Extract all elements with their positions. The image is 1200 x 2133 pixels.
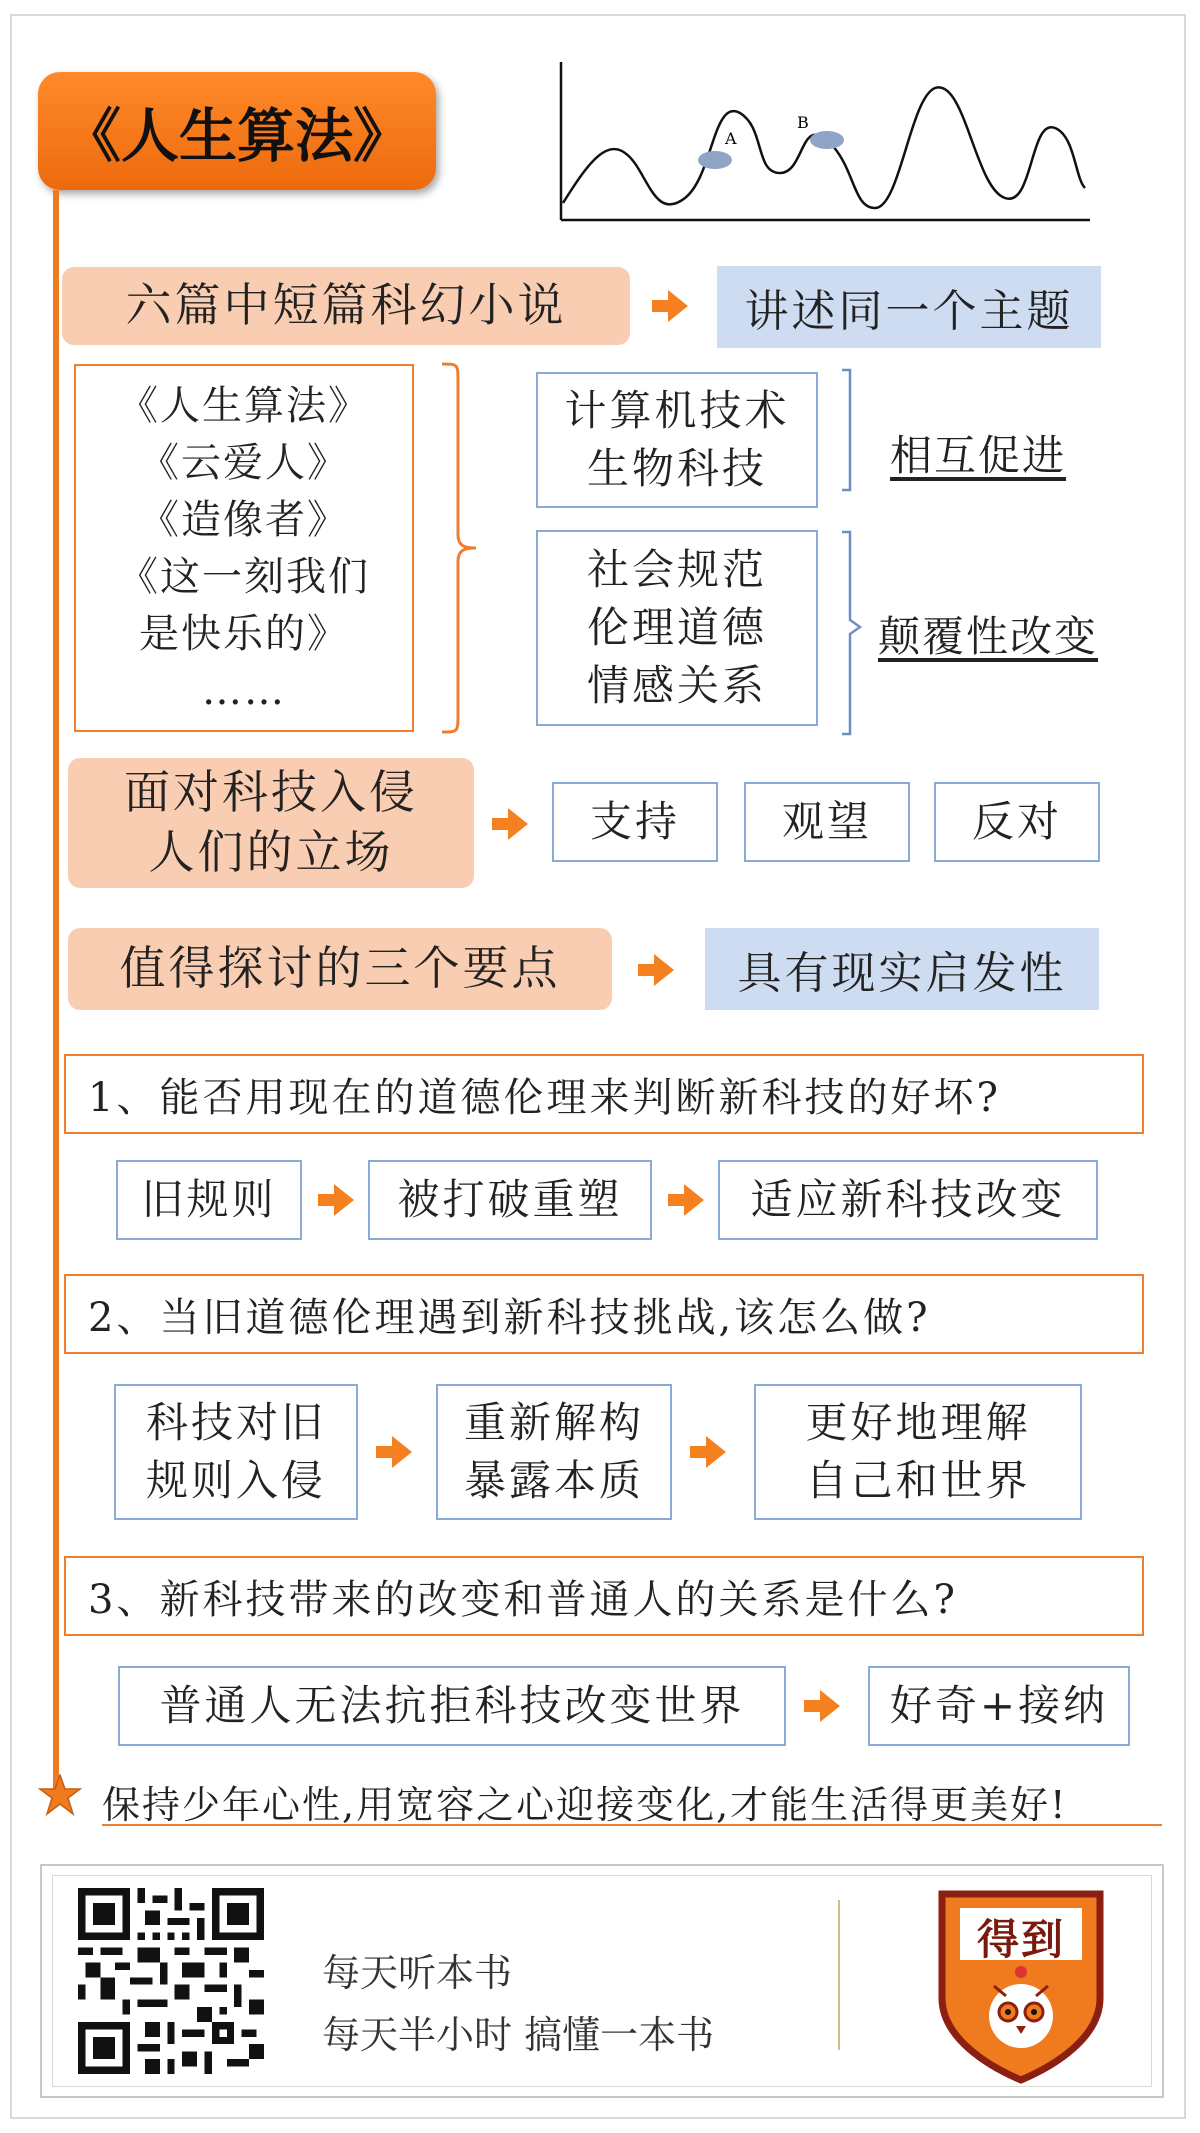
small-bracket-icon	[840, 530, 870, 736]
q1-step-broken: 被打破重塑	[368, 1160, 652, 1240]
stance-label	[68, 758, 474, 888]
tech-line: 计算机技术	[564, 386, 790, 436]
book-title: 《云爱人》	[139, 440, 349, 486]
q1-step-old-rules: 旧规则	[116, 1160, 302, 1240]
footer-slogan-2: 每天半小时 搞懂一本书	[322, 2013, 715, 2057]
tech-line: 生物科技	[586, 444, 767, 493]
footer-slogan-1: 每天听本书	[322, 1951, 513, 1995]
arrow-icon	[508, 808, 528, 840]
q2-step-invasion	[114, 1384, 358, 1520]
arrow-icon	[684, 1184, 704, 1216]
novel-count-label: 六篇中短篇科幻小说	[62, 267, 630, 345]
tech-box	[536, 372, 818, 508]
arrow-icon	[334, 1184, 354, 1216]
society-line: 伦理道德	[586, 603, 767, 653]
mutual-promotion-label: 相互促进	[890, 431, 1067, 480]
arrow-icon	[392, 1436, 412, 1468]
inspiring-label: 具有现实启发性	[705, 928, 1099, 1010]
book-title: 是快乐的》	[139, 611, 349, 657]
graph-point-b	[810, 131, 844, 149]
book-title: 《这一刻我们	[118, 554, 370, 600]
graph-point-a	[698, 151, 732, 169]
book-list-box	[74, 364, 414, 732]
society-box	[536, 530, 818, 726]
conclusion-text: 保持少年心性,用宽容之心迎接变化,才能生活得更美好!	[102, 1774, 1162, 1826]
q2-step-understand	[754, 1384, 1082, 1520]
star-icon	[38, 1774, 82, 1816]
society-line: 情感关系	[586, 660, 767, 710]
arrow-icon	[654, 954, 674, 986]
q3-step-cannot-resist: 普通人无法抗拒科技改变世界	[118, 1666, 786, 1746]
question-2: 2、当旧道德伦理遇到新科技挑战,该怎么做?	[64, 1274, 1144, 1354]
arrow-icon	[820, 1690, 840, 1722]
q2-line: 更好地理解	[805, 1398, 1031, 1448]
q1-step-adapt: 适应新科技改变	[718, 1160, 1098, 1240]
three-points-label: 值得探讨的三个要点	[68, 928, 612, 1010]
stance-watch: 观望	[744, 782, 910, 862]
q2-line: 科技对旧	[145, 1398, 326, 1448]
q2-line: 规则入侵	[145, 1456, 326, 1505]
stance-line: 面对科技入侵	[124, 765, 418, 820]
page-title: 《人生算法》	[38, 72, 436, 190]
q2-line: 重新解构	[463, 1398, 644, 1448]
disruptive-change-label: 颠覆性改变	[878, 612, 1099, 661]
q2-line: 暴露本质	[463, 1456, 644, 1505]
dedao-logo-text: 得到	[976, 1915, 1065, 1964]
arrow-icon	[668, 290, 688, 322]
graph-label-b: B	[797, 113, 809, 132]
book-title: 《人生算法》	[118, 383, 370, 429]
q3-step-accept: 好奇+接纳	[868, 1666, 1130, 1746]
small-bracket-icon	[840, 368, 860, 492]
society-line: 社会规范	[586, 545, 767, 595]
arrow-icon	[706, 1436, 726, 1468]
book-title: 《造像者》	[139, 497, 349, 543]
stance-oppose: 反对	[934, 782, 1100, 862]
q2-line: 自己和世界	[805, 1456, 1031, 1505]
theme-label: 讲述同一个主题	[717, 266, 1101, 348]
bracket-icon	[440, 362, 480, 734]
question-3: 3、新科技带来的改变和普通人的关系是什么?	[64, 1556, 1144, 1636]
wave-graph	[555, 58, 1095, 238]
book-list-ellipsis: ……	[202, 668, 286, 714]
q2-step-deconstruct	[436, 1384, 672, 1520]
stance-support: 支持	[552, 782, 718, 862]
footer-divider	[838, 1900, 840, 2050]
question-1: 1、能否用现在的道德伦理来判断新科技的好坏?	[64, 1054, 1144, 1134]
graph-label-a: A	[725, 129, 737, 148]
qr-code-icon	[78, 1888, 264, 2074]
stance-line: 人们的立场	[148, 825, 394, 879]
timeline-line	[53, 190, 59, 1790]
